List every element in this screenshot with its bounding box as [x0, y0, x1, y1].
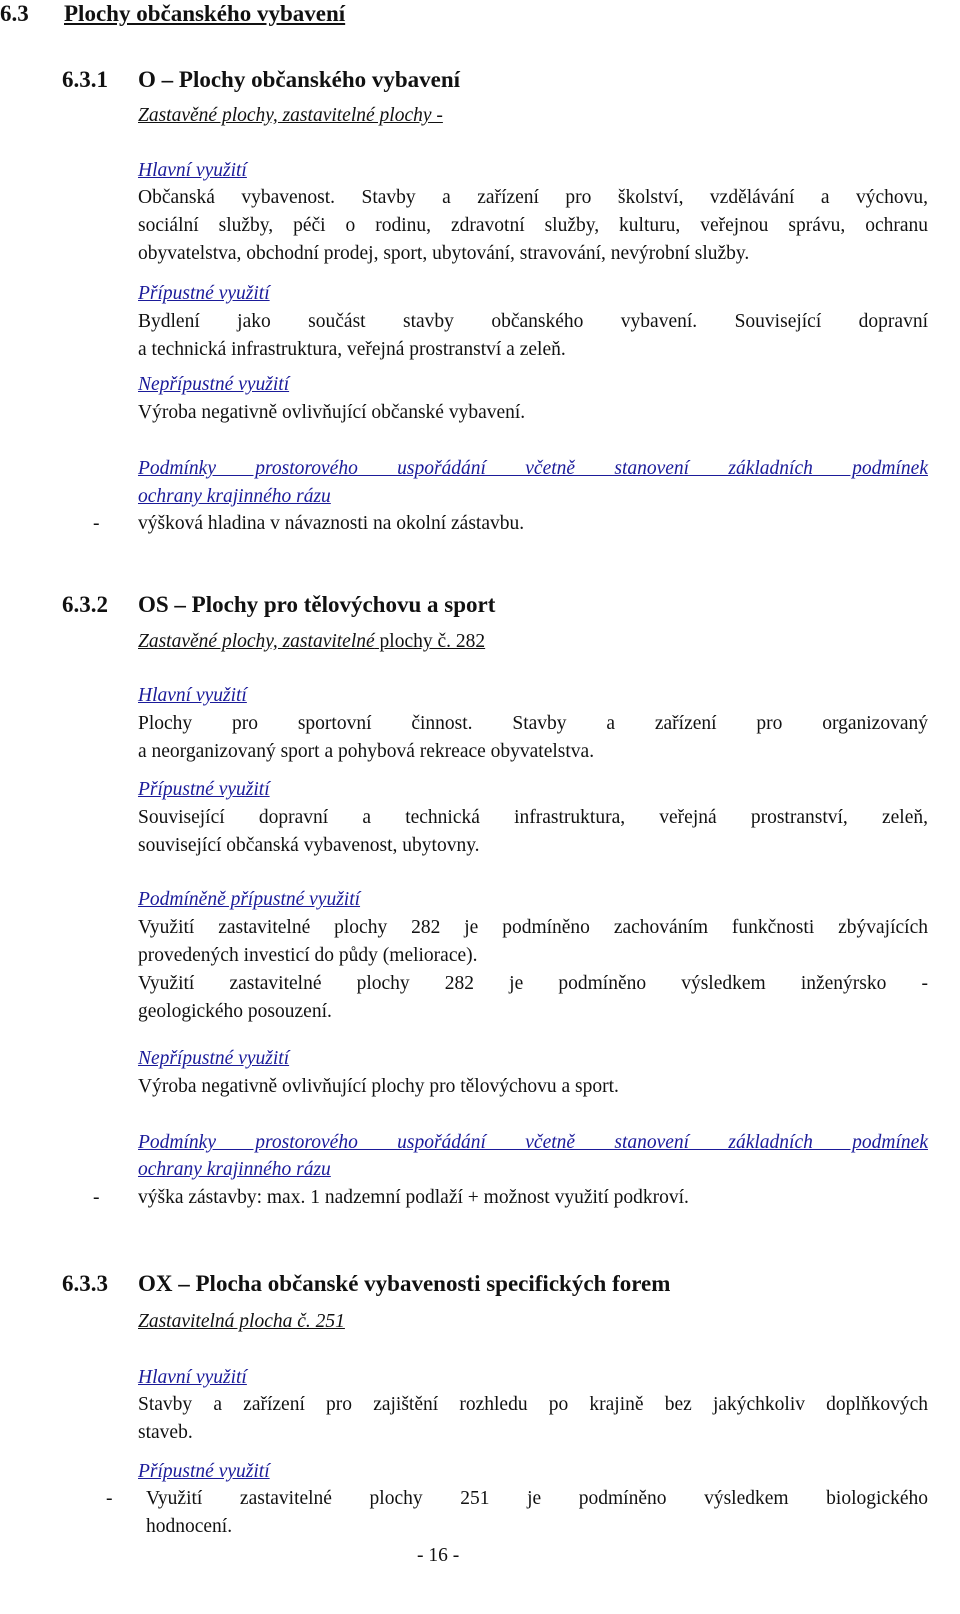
- conditions-label: ochrany krajinného rázu: [138, 486, 331, 507]
- permitted-label: Přípustné využití: [138, 283, 270, 304]
- forbidden-label: Nepřípustné využití: [138, 374, 290, 395]
- permitted-label: Přípustné využití: [138, 1461, 270, 1482]
- subsection-heading-633: [62, 1272, 670, 1295]
- permitted-label: Přípustné využití: [138, 779, 270, 800]
- subsection-heading-631: [62, 68, 460, 91]
- section-number: 6.3: [0, 1, 29, 26]
- main-use-line: obyvatelstva, obchodní prodej, sport, ubytování, stravování, nevýrobní služby.: [138, 243, 750, 264]
- forbidden-text: Výroba negativně ovlivňující plochy pro tělovýchovu a sport.: [138, 1076, 619, 1097]
- area-label: Zastavitelná plocha č. 251: [138, 1311, 345, 1332]
- conditions-label: ochrany krajinného rázu: [138, 1159, 331, 1180]
- main-use-line: Stavby a zařízení pro zajištění rozhledu po krajině bez jakýchkoliv doplňkových: [138, 1394, 928, 1415]
- forbidden-label: Nepřípustné využití: [138, 1048, 290, 1069]
- section-heading: [0, 2, 345, 25]
- conditions-label: Podmínky prostorového uspořádání včetně stanovení základních podmínek: [138, 1132, 928, 1153]
- list-dash: -: [106, 1488, 113, 1509]
- main-use-line: Občanská vybavenost. Stavby a zařízení pro školství, vzdělávání a výchovu,: [138, 187, 928, 208]
- permitted-item-line: Využití zastavitelné plochy 251 je podmíněno výsledkem biologického: [146, 1488, 928, 1509]
- main-use-line: sociální služby, péči o rodinu, zdravotní služby, kulturu, veřejnou správu, ochranu: [138, 215, 928, 236]
- conditional-label: Podmíněně přípustné využití: [138, 889, 361, 910]
- subsection-number: 6.3.2: [62, 592, 108, 617]
- conditions-item: výšková hladina v návaznosti na okolní zástavbu.: [138, 513, 525, 534]
- area-label-italic: Zastavěné plochy, zastavitelné: [138, 631, 375, 652]
- list-dash: -: [93, 513, 100, 534]
- main-use-label: Hlavní využití: [138, 160, 247, 181]
- permitted-line: Související dopravní a technická infrastruktura, veřejná prostranství, zeleň,: [138, 807, 928, 828]
- conditional-line: Využití zastavitelné plochy 282 je podmíněno výsledkem inženýrsko -: [138, 973, 928, 994]
- subsection-title: OS – Plochy pro tělovýchovu a sport: [138, 592, 496, 617]
- conditional-line: geologického posouzení.: [138, 1001, 332, 1022]
- subsection-number: 6.3.3: [62, 1271, 108, 1296]
- conditional-line: Využití zastavitelné plochy 282 je podmíněno zachováním funkčnosti zbývajících: [138, 917, 928, 938]
- subsection-title: OX – Plocha občanské vybavenosti specifických forem: [138, 1271, 671, 1296]
- list-dash: -: [93, 1187, 100, 1208]
- permitted-line: a technická infrastruktura, veřejná prostranství a zeleň.: [138, 339, 566, 360]
- subsection-heading-632: [62, 593, 495, 616]
- page-number: - 16 -: [417, 1545, 460, 1566]
- section-title: Plochy občanského vybavení: [64, 1, 346, 26]
- permitted-line: Bydlení jako součást stavby občanského vybavení. Související dopravní: [138, 311, 928, 332]
- subsection-title: O – Plochy občanského vybavení: [138, 67, 461, 92]
- area-label: [138, 632, 485, 652]
- area-label-rest: plochy č. 282: [374, 631, 486, 652]
- conditions-item: výška zástavby: max. 1 nadzemní podlaží + možnost využití podkroví.: [138, 1187, 689, 1208]
- permitted-item-line: hodnocení.: [146, 1516, 233, 1537]
- permitted-line: související občanská vybavenost, ubytovny.: [138, 835, 480, 856]
- main-use-label: Hlavní využití: [138, 1367, 247, 1388]
- conditional-line: provedených investicí do půdy (meliorace).: [138, 945, 478, 966]
- subsection-number: 6.3.1: [62, 67, 108, 92]
- main-use-label: Hlavní využití: [138, 685, 247, 706]
- area-label: Zastavěné plochy, zastavitelné plochy -: [138, 105, 443, 126]
- main-use-line: staveb.: [138, 1422, 193, 1443]
- conditions-label: Podmínky prostorového uspořádání včetně stanovení základních podmínek: [138, 458, 928, 479]
- forbidden-text: Výroba negativně ovlivňující občanské vybavení.: [138, 402, 526, 423]
- main-use-line: a neorganizovaný sport a pohybová rekreace obyvatelstva.: [138, 741, 595, 762]
- main-use-line: Plochy pro sportovní činnost. Stavby a zařízení pro organizovaný: [138, 713, 928, 734]
